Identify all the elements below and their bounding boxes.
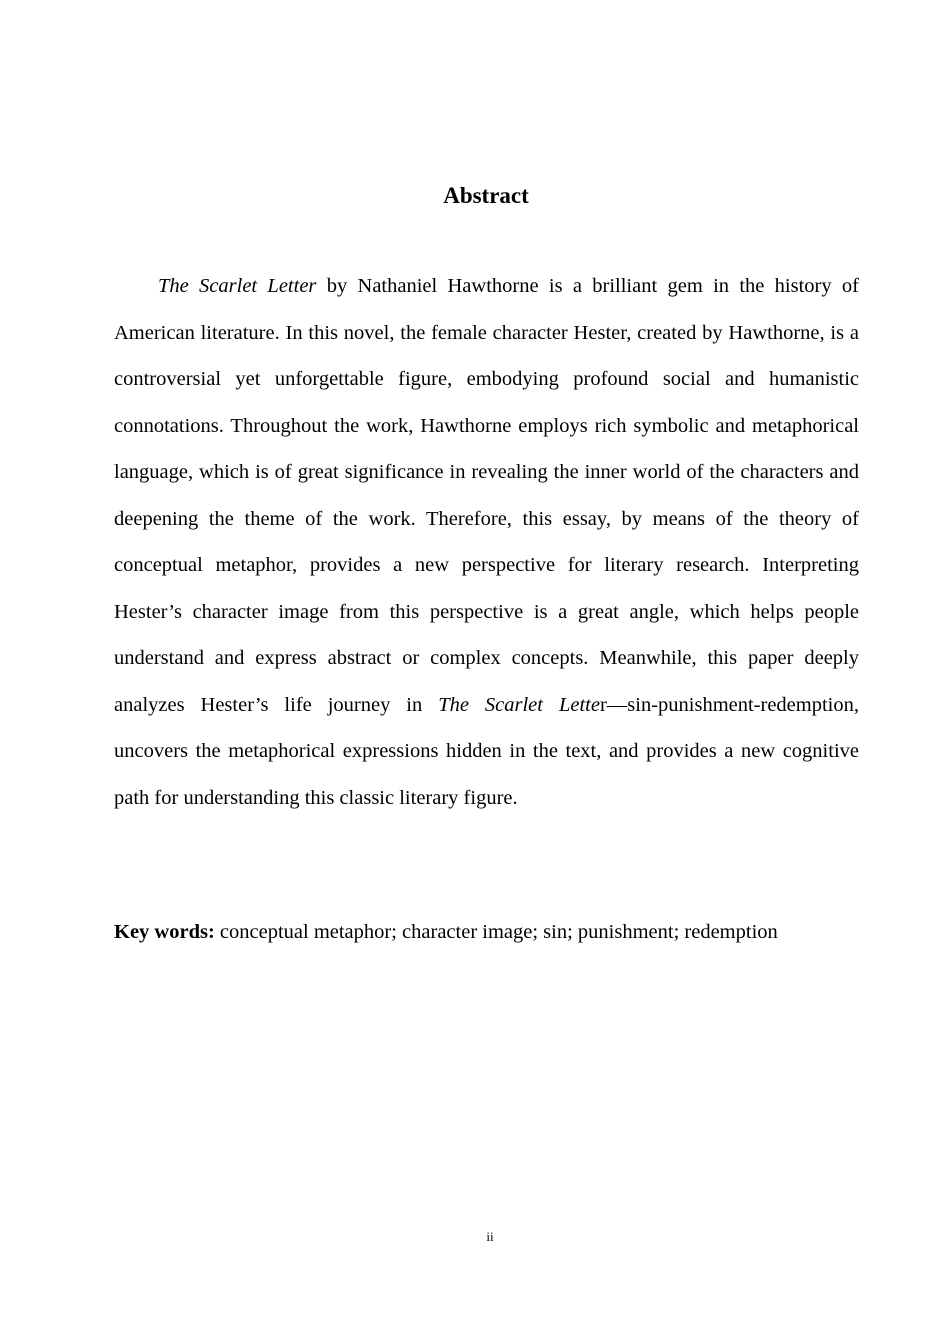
book-title-italic-2: The Scarlet Lette — [438, 693, 600, 716]
abstract-text-part-2: r—sin-punishment-redemption, uncovers the metaphorical expressions hidden in the text, and provides a new cognitive path for understanding this classic literary figure. — [114, 693, 859, 809]
keywords-line — [114, 910, 874, 954]
abstract-text-part-1: by Nathaniel Hawthorne is a brilliant gem in the history of American literature. In this novel, the female character Hester, created by Hawthorne, is a controversial yet unforgettable figure, embodying profound social and humanistic connotations. Throughout the work, Hawthorne employs rich symbolic and metaphorical language, which is of great significance in revealing the inner world of the characters and deepening the theme of the work. Therefore, this essay, by means of the theory of conceptual metaphor, provides a new perspective for literary research. Interpreting Hester’s character image from this perspective is a great angle, which helps people understand and express abstract or complex concepts. Meanwhile, this paper deeply analyzes Hester’s life journey in — [114, 275, 859, 716]
abstract-paragraph — [114, 263, 859, 821]
page-number: ii — [486, 1229, 494, 1244]
abstract-heading: Abstract — [443, 183, 529, 208]
keywords-value: conceptual metaphor; character image; sin; punishment; redemption — [214, 921, 778, 943]
keywords-label: Key words: — [114, 921, 215, 943]
book-title-italic: The Scarlet Letter — [158, 275, 317, 297]
